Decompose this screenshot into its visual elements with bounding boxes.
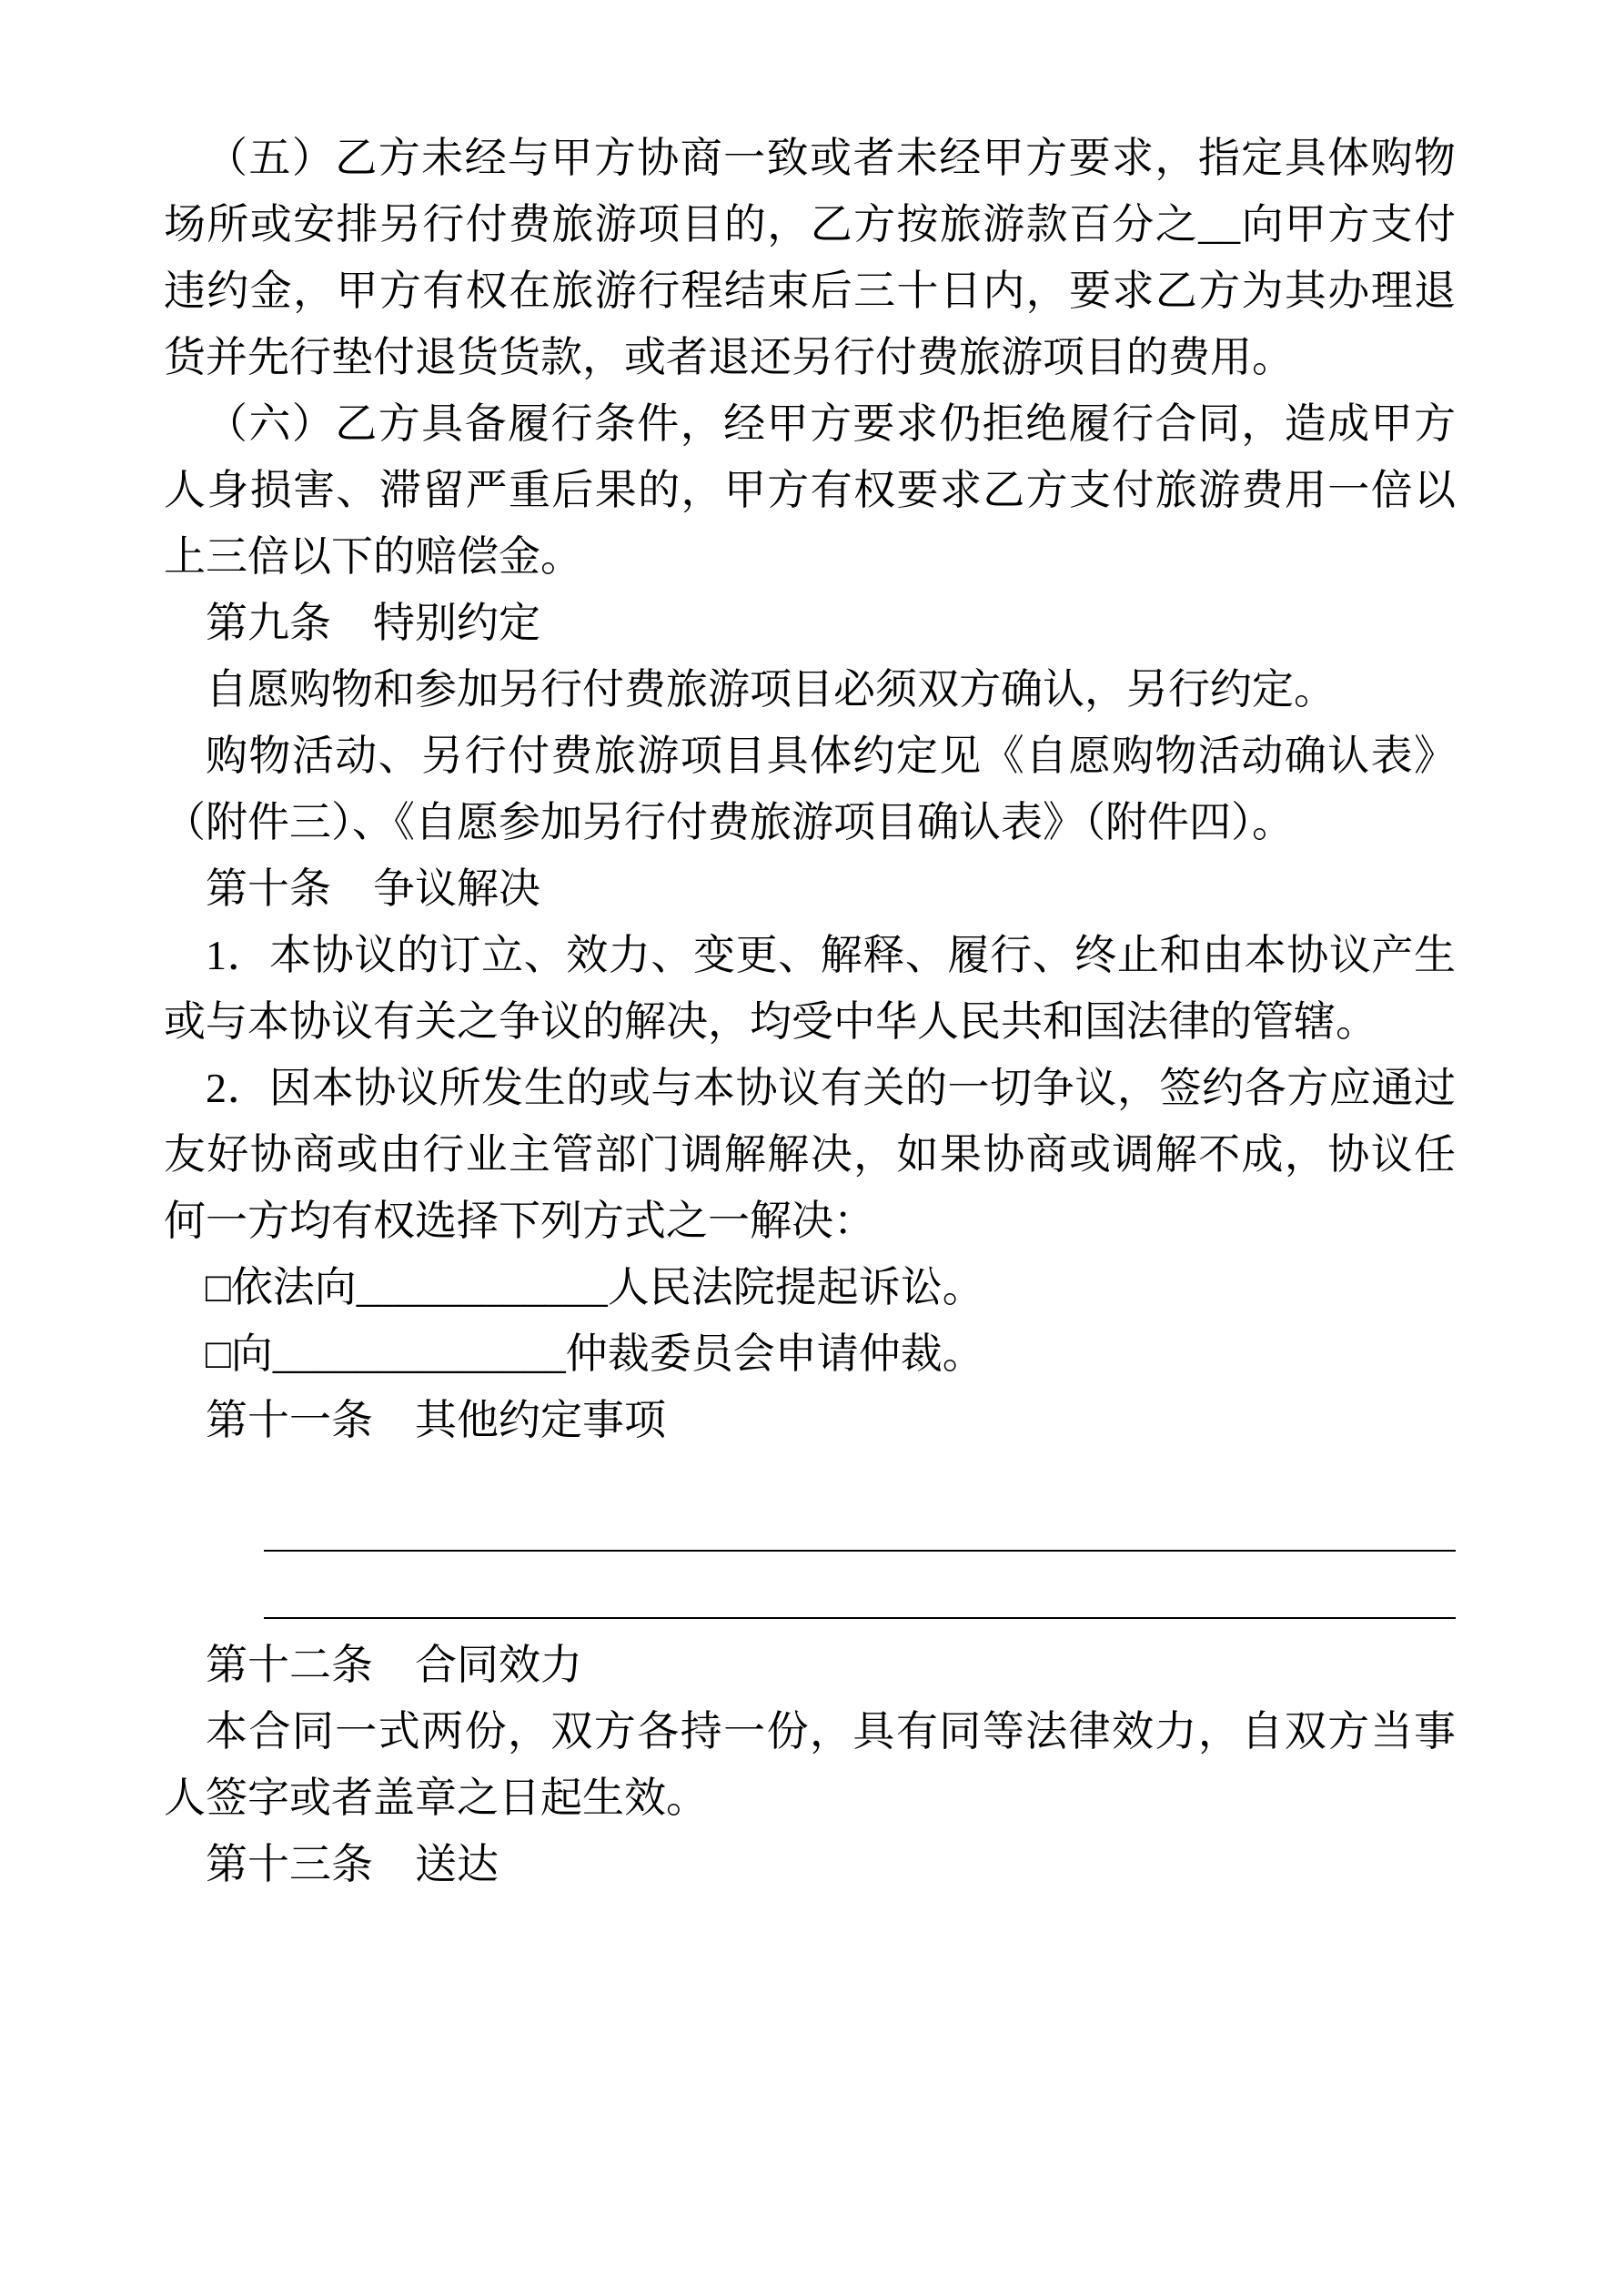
option-litigation-label: 依法向____________人民法院提起诉讼。 — [230, 1264, 984, 1310]
paragraph-dispute-1: 1．本协议的订立、效力、变更、解释、履行、终止和由本协议产生或与本协议有关之争议的解决，均受中华人民共和国法律的管辖。 — [164, 932, 1456, 1045]
paragraph-dispute-2: 2．因本协议所发生的或与本协议有关的一切争议，签约各方应通过友好协商或由行业主管部门调解解决，如果协商或调解不成，协议任何一方均有权选择下列方式之一解决： — [164, 1065, 1456, 1244]
paragraph-item-5: （五）乙方未经与甲方协商一致或者未经甲方要求，指定具体购物场所或安排另行付费旅游项目的，乙方按旅游款百分之__向甲方支付违约金，甲方有权在旅游行程结束后三十日内，要求乙方为其办理退货并先行垫付退货货款，或者退还另行付费旅游项目的费用。 — [164, 135, 1456, 380]
paragraph-item-6: （六）乙方具备履行条件，经甲方要求仍拒绝履行合同，造成甲方人身损害、滞留严重后果的，甲方有权要求乙方支付旅游费用一倍以上三倍以下的赔偿金。 — [164, 400, 1456, 580]
heading-article-12: 第十二条 合同效力 — [206, 1642, 582, 1688]
heading-article-13: 第十三条 送达 — [206, 1841, 499, 1887]
fill-in-line[interactable] — [264, 1484, 1456, 1552]
paragraph-special-agreement-1: 自愿购物和参加另行付费旅游项目必须双方确认，另行约定。 — [206, 666, 1336, 713]
option-arbitration-label: 向______________仲裁委员会申请仲裁。 — [230, 1330, 984, 1377]
paragraph-contract-effect: 本合同一式两份，双方各持一份，具有同等法律效力，自双方当事人签字或者盖章之日起生效。 — [164, 1708, 1456, 1821]
heading-article-11: 第十一条 其他约定事项 — [206, 1397, 666, 1443]
checkbox-icon[interactable]: □ — [206, 1330, 231, 1377]
fill-in-line[interactable] — [264, 1552, 1456, 1619]
option-litigation — [164, 1254, 1456, 1320]
checkbox-icon[interactable]: □ — [206, 1264, 231, 1310]
option-arbitration — [164, 1320, 1456, 1387]
heading-article-10: 第十条 争议解决 — [206, 865, 540, 912]
heading-article-9: 第九条 特别约定 — [206, 600, 540, 646]
paragraph-special-agreement-2: 购物活动、另行付费旅游项目具体约定见《自愿购物活动确认表》（附件三）、《自愿参加另行付费旅游项目确认表》（附件四）。 — [164, 733, 1456, 845]
